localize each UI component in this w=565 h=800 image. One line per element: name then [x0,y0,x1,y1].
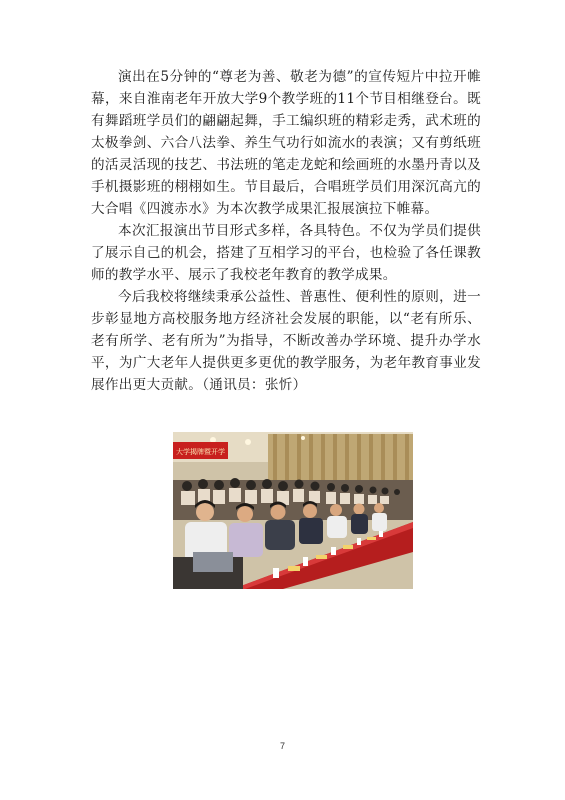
paragraph-performance: 演出在5分钟的“尊老为善、敬老为德”的宣传短片中拉开帷幕，来自淮南老年开放大学9个教学班的11个节目相继登台。既有舞蹈班学员们的翩翩起舞，手工编织班的精彩走秀，武术班的太极拳剑、六合八法拳、养生气功行如流水的表演；又有剪纸班的活灵活现的技艺、书法班的笔走龙蛇和绘画班的水墨丹青以及手机摄影班的栩栩如生。节目最后，合唱班学员们用深沉高亢的大合唱《四渡赤水》为本次教学成果汇报展演拉下帷幕。 [91,69,481,217]
page-number: 7 [279,741,285,751]
paragraph-features: 本次汇报演出节目形式多样，各具特色。不仅为学员们提供了展示自己的机会，搭建了互相学习的平台，也检验了各任课教师的教学水平、展示了我校老年教育的教学成果。 [91,223,481,283]
event-photo [173,432,413,589]
paragraph-future: 今后我校将继续秉承公益性、普惠性、便利性的原则，进一步彰显地方高校服务地方经济社会发展的职能，以“老有所乐、老有所学、老有所为”为指导，不断改善办学环境、提升办学水平，为广大老年人提供更多更优的教学服务，为老年教育事业发展作出更大贡献。（通讯员：张忻） [91,289,481,393]
article-body [91,66,481,396]
banner-text: 大学揭牌暨开学 [176,448,225,456]
